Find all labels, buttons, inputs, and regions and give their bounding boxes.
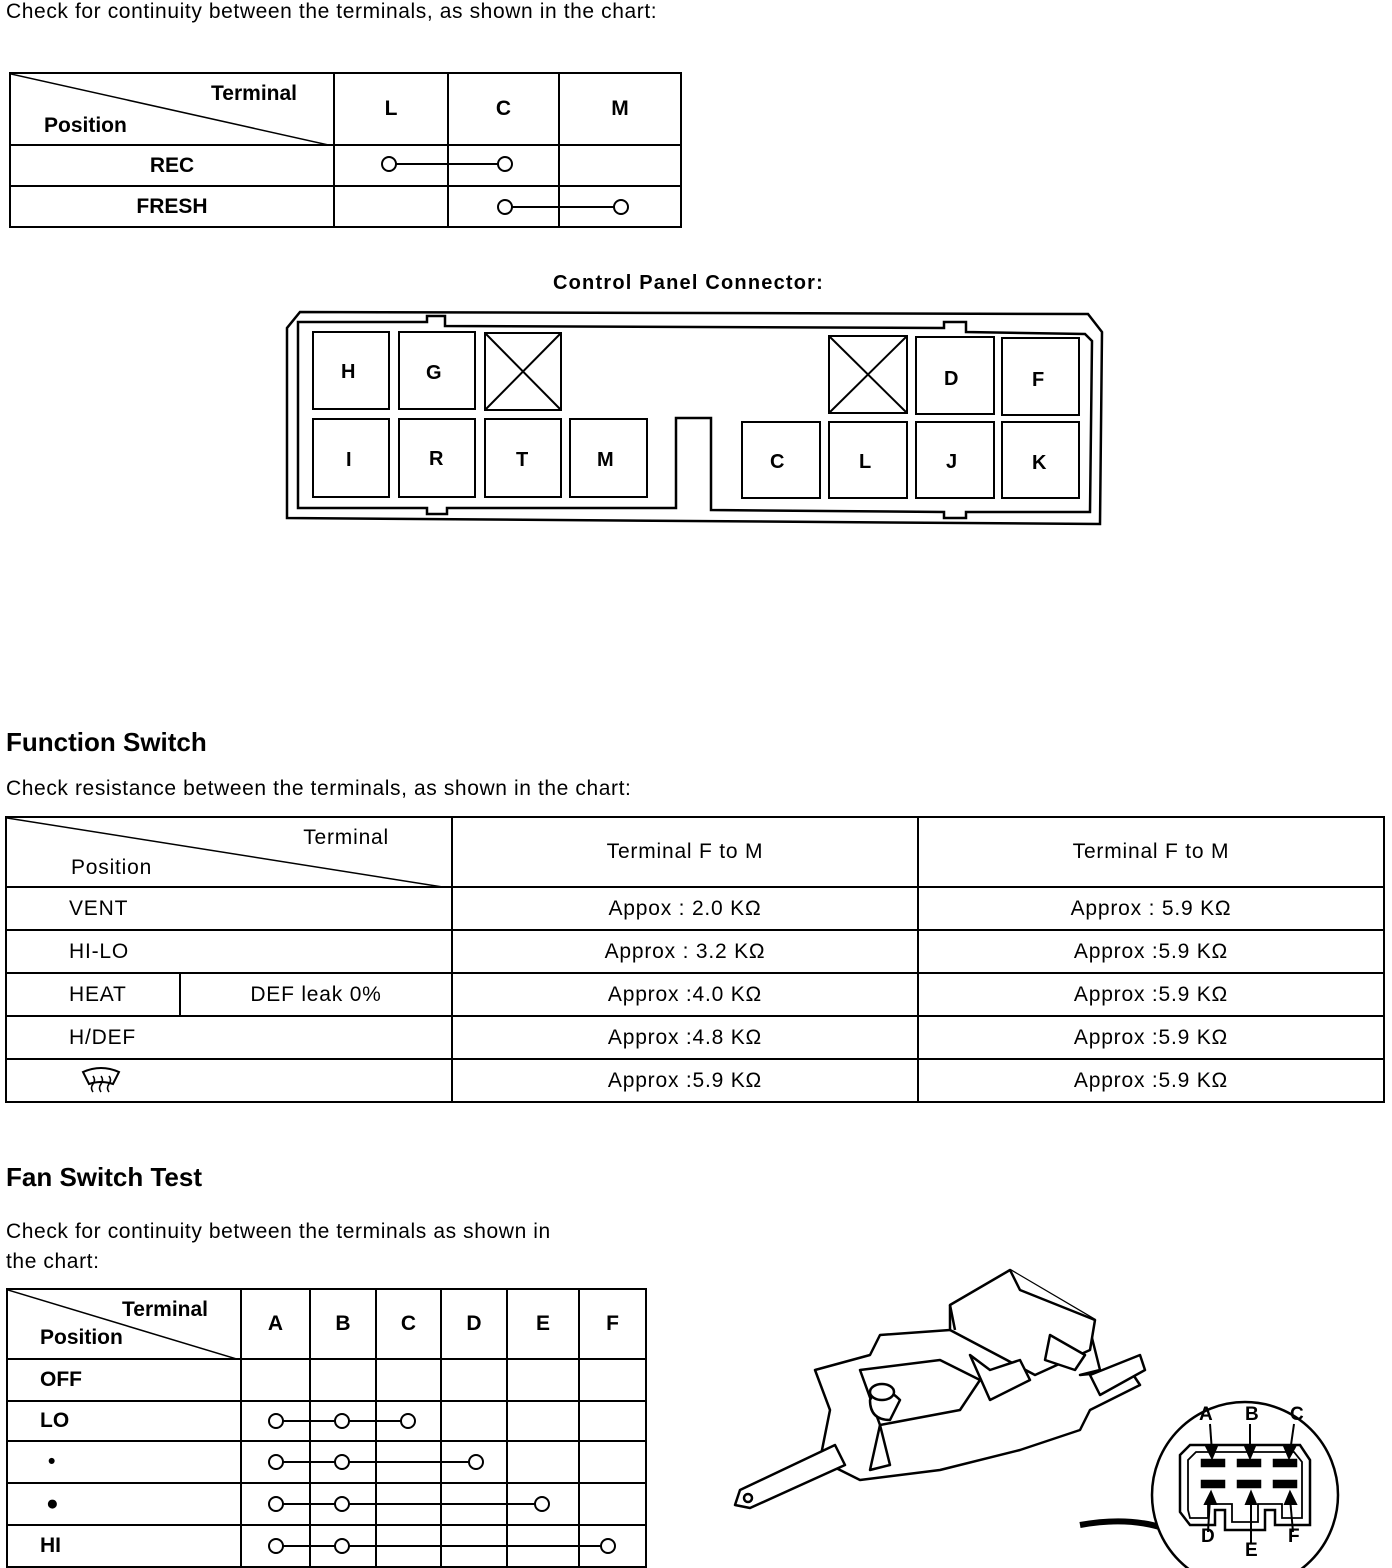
fs-row-hdef-col2: Approx :5.9 KΩ bbox=[918, 1016, 1384, 1059]
pin-l: L bbox=[859, 451, 872, 473]
fan-row-large-dot: ● bbox=[7, 1483, 241, 1525]
small-dot-continuity bbox=[269, 1455, 483, 1469]
pin-label-d: D bbox=[1201, 1526, 1215, 1547]
fs-row-hilo-col1: Approx : 3.2 KΩ bbox=[452, 930, 918, 973]
pin-d: D bbox=[944, 368, 959, 390]
row-label-fresh: FRESH bbox=[10, 186, 334, 227]
fs-row-vent-col2: Approx : 5.9 KΩ bbox=[918, 887, 1384, 930]
fan-col-a: A bbox=[241, 1289, 310, 1359]
fan-col-e: E bbox=[507, 1289, 579, 1359]
fs-row-hdef-label: H/DEF bbox=[6, 1016, 452, 1059]
pin-j: J bbox=[946, 451, 958, 473]
fs-col1-header: Terminal F to M bbox=[452, 817, 918, 887]
fan-row-hi: HI bbox=[7, 1525, 241, 1567]
row-label-rec: REC bbox=[10, 145, 334, 186]
pin-c: C bbox=[770, 451, 785, 473]
fan-col-c: C bbox=[376, 1289, 441, 1359]
fan-col-b: B bbox=[310, 1289, 376, 1359]
pin-i: I bbox=[346, 449, 352, 471]
fan-col-d: D bbox=[441, 1289, 507, 1359]
function-switch-title: Function Switch bbox=[6, 727, 207, 757]
function-switch-table bbox=[5, 816, 1385, 1103]
fan-row-small-dot: • bbox=[7, 1441, 241, 1483]
pin-r: R bbox=[429, 448, 444, 470]
large-dot-continuity bbox=[269, 1497, 549, 1511]
fan-row-lo: LO bbox=[7, 1401, 241, 1441]
fs-row-vent-label: VENT bbox=[6, 887, 452, 930]
fs-position-label: Position bbox=[71, 856, 153, 879]
fan-col-f: F bbox=[579, 1289, 646, 1359]
pin-t: T bbox=[516, 449, 529, 471]
pin-label-e: E bbox=[1245, 1540, 1258, 1561]
fan-terminal-label: Terminal bbox=[122, 1298, 208, 1321]
pin-f: F bbox=[1032, 369, 1045, 391]
pin-h: H bbox=[341, 361, 356, 383]
fs-row-heat-col2: Approx :5.9 KΩ bbox=[918, 973, 1384, 1016]
fs-row-hdef-col1: Approx :4.8 KΩ bbox=[452, 1016, 918, 1059]
pin-k: K bbox=[1032, 452, 1047, 474]
lo-continuity bbox=[269, 1414, 415, 1428]
hi-continuity bbox=[269, 1539, 615, 1553]
rear-defrost-icon bbox=[79, 1066, 123, 1096]
intro-text: Check for continuity between the terminals, as shown in the chart: bbox=[6, 0, 658, 23]
col-header-c: C bbox=[448, 73, 559, 145]
control-panel-connector bbox=[0, 0, 1392, 540]
connector-caption: Control Panel Connector: bbox=[553, 272, 825, 294]
fs-row-defrost-col2: Approx :5.9 KΩ bbox=[918, 1059, 1384, 1102]
fan-row-off: OFF bbox=[7, 1359, 241, 1401]
pin-label-c: C bbox=[1290, 1404, 1304, 1425]
col-header-l: L bbox=[334, 73, 448, 145]
pin-label-b: B bbox=[1245, 1404, 1259, 1425]
fs-row-heat-label: HEAT bbox=[6, 973, 180, 1016]
fan-switch-title: Fan Switch Test bbox=[6, 1162, 202, 1192]
function-switch-intro: Check resistance between the terminals, as shown in the chart: bbox=[6, 777, 632, 800]
fan-continuity-marks bbox=[0, 1380, 660, 1568]
pin-g: G bbox=[426, 362, 442, 384]
fs-header-diagonal-cell bbox=[6, 817, 452, 887]
fan-switch-intro-line1: Check for continuity between the terminals as shown in bbox=[6, 1220, 551, 1243]
fan-switch-intro-line2: the chart: bbox=[6, 1250, 100, 1273]
fs-terminal-label: Terminal bbox=[303, 826, 389, 849]
fs-row-hilo-label: HI-LO bbox=[6, 930, 452, 973]
pin-m: M bbox=[597, 449, 614, 471]
fs-col2-header: Terminal F to M bbox=[918, 817, 1384, 887]
fs-row-defrost-col1: Approx :5.9 KΩ bbox=[452, 1059, 918, 1102]
fs-row-hilo-col2: Approx :5.9 KΩ bbox=[918, 930, 1384, 973]
fan-header-diagonal-cell bbox=[7, 1289, 241, 1359]
fs-row-vent-col1: Appox : 2.0 KΩ bbox=[452, 887, 918, 930]
fs-row-defrost-label bbox=[6, 1059, 452, 1102]
fs-row-heat-col1: Approx :4.0 KΩ bbox=[452, 973, 918, 1016]
fan-position-label: Position bbox=[40, 1326, 123, 1349]
col-header-m: M bbox=[559, 73, 681, 145]
pin-label-a: A bbox=[1199, 1404, 1213, 1425]
terminal-label: Terminal bbox=[211, 82, 297, 105]
pin-label-f: F bbox=[1288, 1526, 1300, 1547]
fs-row-heat-sub: DEF leak 0% bbox=[180, 973, 452, 1016]
position-label: Position bbox=[44, 114, 127, 137]
